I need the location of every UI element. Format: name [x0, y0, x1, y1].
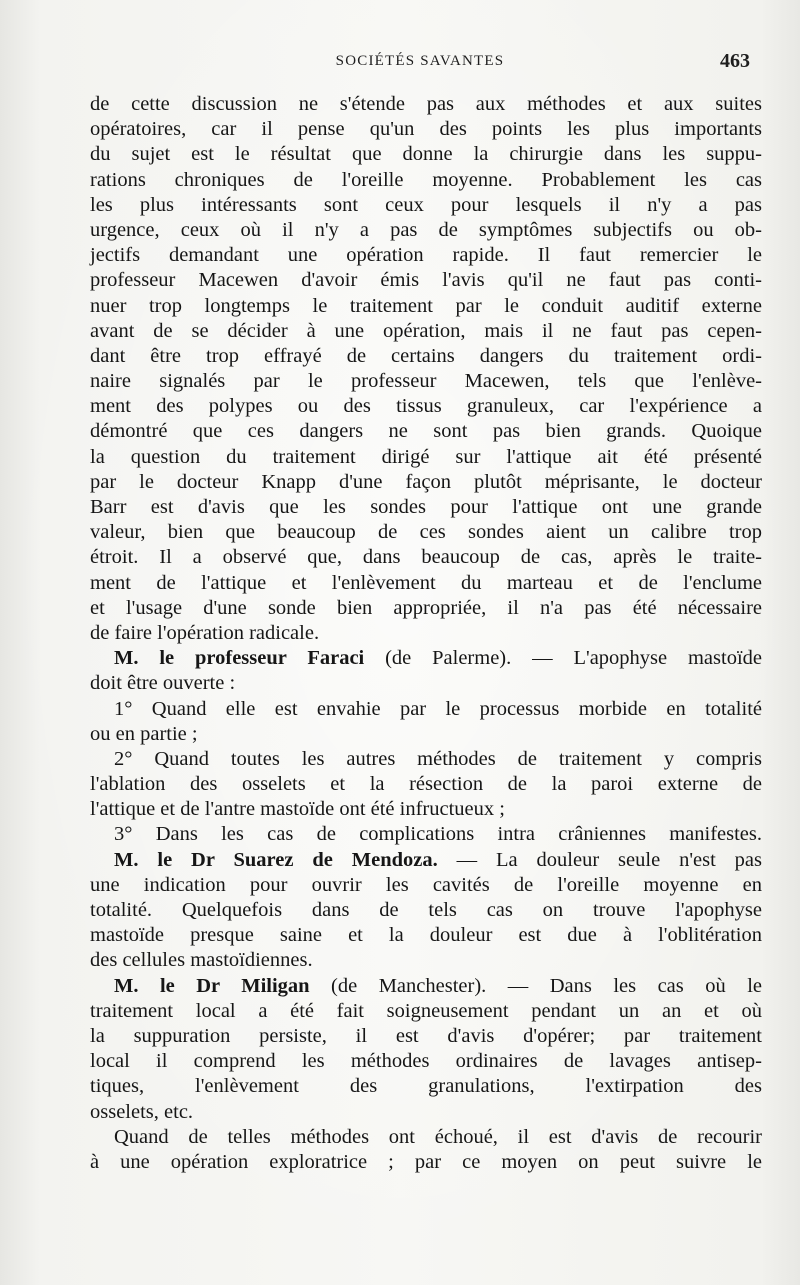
line-text: l'ablation des osselets et la résection de la paroi externe de — [90, 773, 762, 796]
line-text: la question du traitement dirigé sur l'attique ait été présenté — [90, 445, 762, 468]
line-text: et l'usage d'une sonde bien appropriée, il n'a pas été nécessaire — [90, 596, 762, 619]
speaker-name: M. le Dr Miligan — [114, 974, 310, 997]
line-text: à une opération exploratrice ; par ce moyen on peut suivre le — [90, 1150, 762, 1173]
text-line — [90, 571, 762, 596]
text-line — [90, 193, 762, 218]
text-line — [90, 394, 762, 419]
text-line — [90, 898, 762, 923]
line-text: valeur, bien que beaucoup de ces sondes aient un calibre trop — [90, 521, 762, 544]
text-line — [90, 722, 762, 747]
line-text: étroit. Il a observé que, dans beaucoup de cas, après le traite- — [90, 546, 762, 569]
text-line — [90, 268, 762, 293]
text-line — [90, 1100, 762, 1125]
line-text: 3° Dans les cas de complications intra crâniennes manifestes. — [114, 823, 762, 846]
text-line — [90, 923, 762, 948]
line-text: de cette discussion ne s'étende pas aux méthodes et aux suites — [90, 93, 762, 115]
text-line — [90, 873, 762, 898]
line-text: des cellules mastoïdiennes. — [90, 949, 313, 972]
text-line — [90, 419, 762, 444]
text-line — [90, 243, 762, 268]
running-header — [90, 50, 750, 74]
text-line — [90, 646, 762, 671]
line-text: une indication pour ouvrir les cavités de l'oreille moyenne en — [90, 873, 762, 896]
line-text: avant de se décider à une opération, mais il ne faut pas cepen- — [90, 319, 762, 342]
line-text: démontré que ces dangers ne sont pas bien grands. Quoique — [90, 420, 762, 443]
line-text: professeur Macewen d'avoir émis l'avis qu'il ne faut pas conti- — [90, 269, 762, 292]
line-text: la suppuration persiste, il est d'avis d'opérer; par traitement — [90, 1024, 762, 1047]
text-line — [90, 92, 762, 117]
line-text: Quand de telles méthodes ont échoué, il est d'avis de recourir — [114, 1125, 762, 1148]
text-line — [90, 772, 762, 797]
text-line — [90, 848, 762, 873]
line-text: local il comprend les méthodes ordinaires de lavages antisep- — [90, 1050, 762, 1073]
text-line — [90, 1150, 762, 1175]
line-text: Barr est d'avis que les sondes pour l'attique ont une grande — [90, 496, 762, 518]
line-text: traitement local a été fait soigneusement pendant un an et où — [90, 999, 762, 1022]
line-text: par le docteur Knapp d'une façon plutôt méprisante, le docteur — [90, 470, 762, 493]
line-text: 1° Quand elle est envahie par le processus morbide en totalité — [114, 697, 762, 720]
text-line — [90, 520, 762, 545]
line-text: les plus intéressants sont ceux pour lesquels il n'y a pas — [90, 193, 762, 216]
line-text: osselets, etc. — [90, 1100, 194, 1123]
line-text: dant être trop effrayé de certains dangers du traitement ordi- — [90, 344, 762, 367]
speaker-name: M. le Dr Suarez de Mendoza. — [114, 848, 438, 871]
text-line — [90, 117, 762, 142]
line-text: (de Palerme). — L'apophyse mastoïde — [364, 647, 762, 670]
text-line — [90, 1049, 762, 1074]
text-line — [90, 344, 762, 369]
body-text — [90, 92, 762, 1175]
text-line — [90, 747, 762, 772]
speaker-name: M. le professeur Faraci — [114, 647, 365, 670]
text-line — [90, 1125, 762, 1150]
line-text: jectifs demandant une opération rapide. Il faut remercier le — [90, 244, 762, 267]
text-line — [90, 142, 762, 167]
text-line — [90, 319, 762, 344]
text-line — [90, 671, 762, 696]
line-text: 2° Quand toutes les autres méthodes de traitement y compris — [114, 747, 762, 770]
line-text: urgence, ceux où il n'y a pas de symptômes subjectifs ou ob- — [90, 218, 762, 241]
line-text: nuer trop longtemps le traitement par le conduit auditif externe — [90, 294, 762, 317]
line-text: l'attique et de l'antre mastoïde ont été infructueux ; — [90, 798, 505, 821]
text-line — [90, 168, 762, 193]
text-line — [90, 596, 762, 621]
text-line — [90, 999, 762, 1024]
text-line — [90, 495, 762, 520]
text-line — [90, 948, 762, 973]
line-text: rations chroniques de l'oreille moyenne. Probablement les cas — [90, 168, 762, 191]
line-text: totalité. Quelquefois dans de tels cas on trouve l'apophyse — [90, 899, 762, 921]
page-number: 463 — [720, 50, 750, 72]
line-text: — La douleur seule n'est pas — [437, 848, 763, 871]
running-title: SOCIÉTÉS SAVANTES — [335, 53, 505, 69]
text-line — [90, 445, 762, 470]
text-line — [90, 1024, 762, 1049]
text-line — [90, 822, 762, 847]
line-text: tiques, l'enlèvement des granulations, l'extirpation des — [90, 1075, 762, 1098]
line-text: ment de l'attique et l'enlèvement du marteau et de l'enclume — [90, 571, 762, 594]
text-line — [90, 218, 762, 243]
text-line — [90, 545, 762, 570]
line-text: naire signalés par le professeur Macewen, tels que l'enlève- — [90, 370, 762, 393]
line-text: ment des polypes ou des tissus granuleux, car l'expérience a — [90, 395, 762, 418]
text-line — [90, 1074, 762, 1099]
line-text: doit être ouverte : — [90, 672, 236, 695]
line-text: (de Manchester). — Dans les cas où le — [309, 974, 763, 997]
text-line — [90, 470, 762, 495]
text-line — [90, 797, 762, 822]
text-line — [90, 697, 762, 722]
text-line — [90, 621, 762, 646]
line-text: mastoïde presque saine et la douleur est due à l'oblitération — [90, 924, 762, 947]
line-text: du sujet est le résultat que donne la chirurgie dans les suppu- — [90, 143, 762, 166]
text-line — [90, 294, 762, 319]
text-line — [90, 369, 762, 394]
line-text: de faire l'opération radicale. — [90, 621, 320, 644]
text-line — [90, 974, 762, 999]
line-text: ou en partie ; — [90, 722, 198, 745]
line-text: opératoires, car il pense qu'un des points les plus importants — [90, 118, 762, 141]
